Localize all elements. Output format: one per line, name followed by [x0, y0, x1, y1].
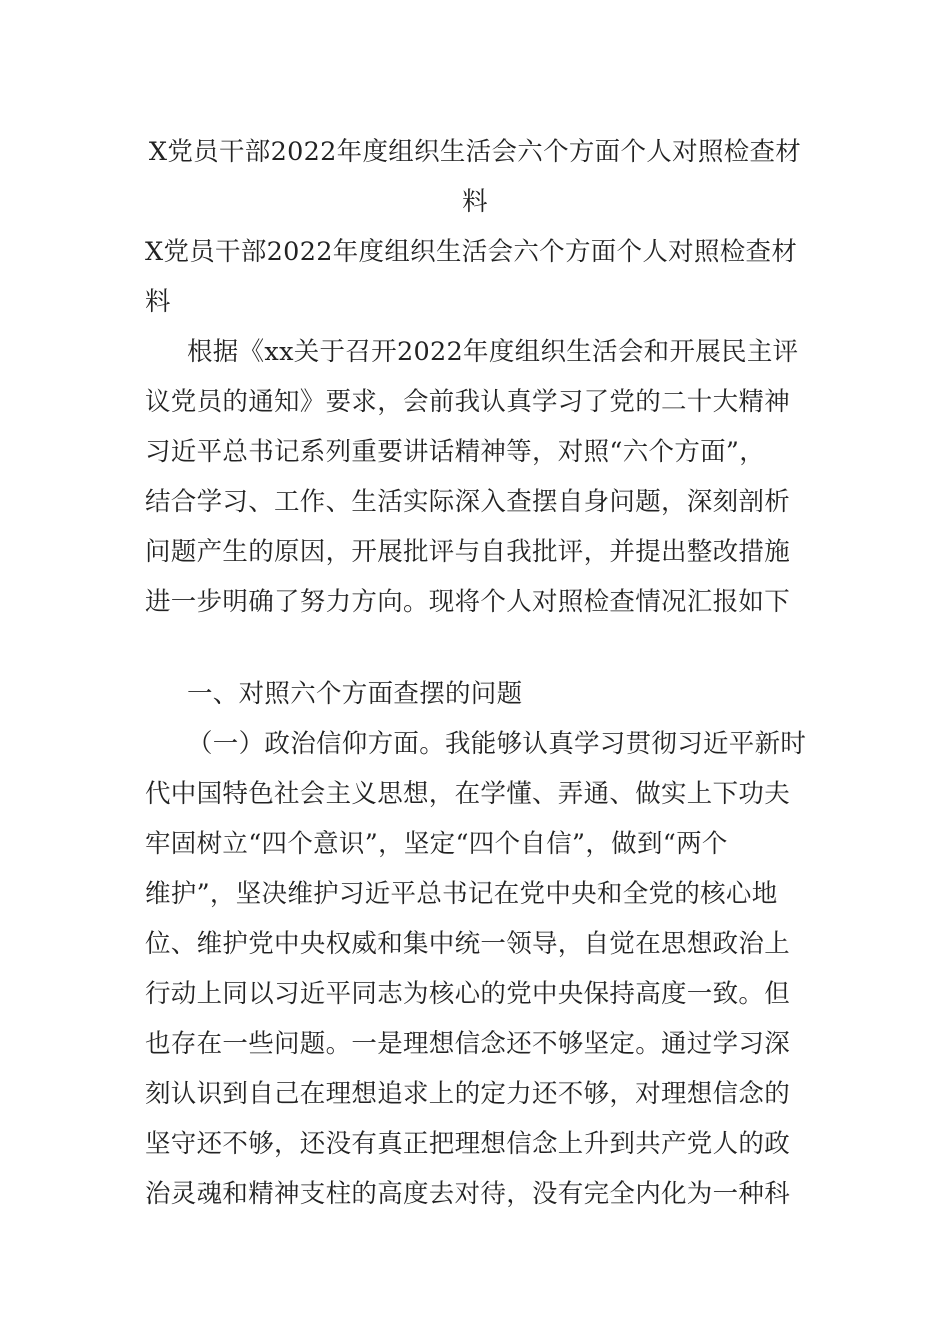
- subtitle-line-2: 料: [145, 287, 171, 317]
- intro-line-3: 习近平总书记系列重要讲话精神等，对照“六个方面”，: [145, 437, 766, 467]
- section1-line-3: 牢固树立“四个意识”，坚定“四个自信”，做到“两个: [145, 829, 728, 859]
- intro-line-6: 进一步明确了努力方向。现将个人对照检查情况汇报如下: [145, 587, 791, 617]
- intro-line-4: 结合学习、工作、生活实际深入查摆自身问题，深刻剖析: [145, 487, 791, 517]
- section1-line-6: 行动上同以习近平同志为核心的党中央保持高度一致。但: [145, 979, 791, 1009]
- subtitle-line-1: X党员干部2022年度组织生活会六个方面个人对照检查材: [145, 237, 798, 267]
- title-line-2: 料: [462, 187, 488, 217]
- section1-line-10: 治灵魂和精神支柱的高度去对待，没有完全内化为一种科: [145, 1179, 791, 1209]
- section1-line-4: 维护”，坚决维护习近平总书记在党中央和全党的核心地: [145, 879, 778, 909]
- section-heading: 一、对照六个方面查摆的问题: [187, 679, 523, 709]
- title-line-1: X党员干部2022年度组织生活会六个方面个人对照检查材: [148, 137, 802, 167]
- intro-line-2: 议党员的通知》要求，会前我认真学习了党的二十大精神: [145, 387, 791, 417]
- section1-line-9: 坚守还不够，还没有真正把理想信念上升到共产党人的政: [145, 1129, 791, 1159]
- intro-line-5: 问题产生的原因，开展批评与自我批评，并提出整改措施: [145, 537, 791, 567]
- intro-line-1: 根据《xx关于召开2022年度组织生活会和开展民主评: [187, 337, 799, 367]
- section1-line-5: 位、维护党中央权威和集中统一领导，自觉在思想政治上: [145, 929, 791, 959]
- section1-line-7: 也存在一些问题。一是理想信念还不够坚定。通过学习深: [145, 1029, 791, 1059]
- section1-line-1: （一）政治信仰方面。我能够认真学习贯彻习近平新时: [187, 729, 807, 759]
- section1-line-8: 刻认识到自己在理想追求上的定力还不够，对理想信念的: [145, 1079, 791, 1109]
- section1-line-2: 代中国特色社会主义思想，在学懂、弄通、做实上下功夫: [145, 779, 791, 809]
